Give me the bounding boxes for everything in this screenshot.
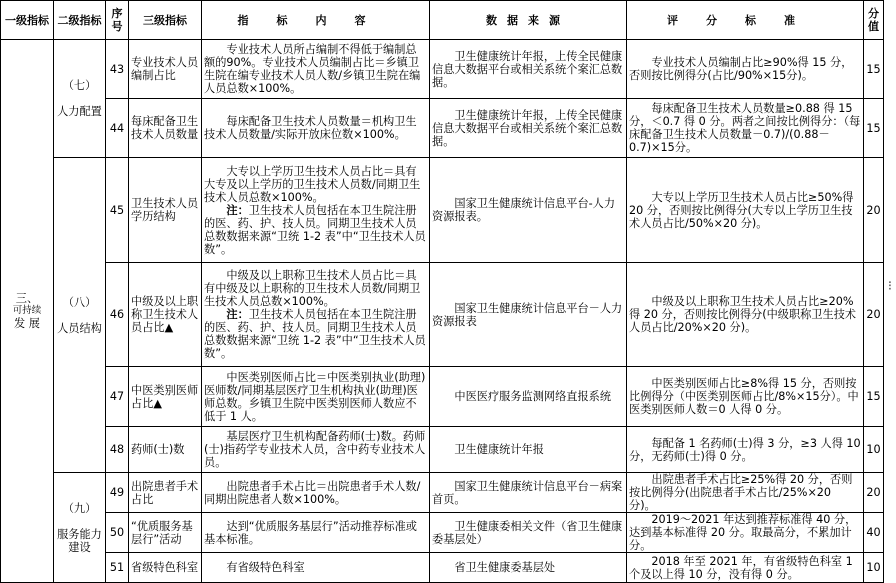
score-cell: 15 — [864, 99, 884, 158]
category2-cell — [54, 158, 106, 473]
content-text: 专业技术人员所占编制不得低于编制总额的90%。专业技术人员编制占比＝乡镇卫生院在编专业技术人员人数/乡镇卫生院在编人员总数×100%。 — [204, 43, 421, 95]
source-cell — [430, 263, 627, 367]
content-cell — [202, 367, 430, 427]
source-text: 卫生健康统计年报 — [454, 443, 544, 456]
standard-cell — [627, 99, 864, 158]
seq-cell: 46 — [106, 263, 129, 367]
source-text: 国家卫生健康统计信息平台-人力资源报表。 — [432, 197, 616, 223]
source-text: 国家卫生健康统计信息平台－人力资源报表 — [432, 301, 623, 328]
table-row — [1, 367, 884, 427]
category2-name: 服务能力建设 — [57, 527, 102, 554]
seq-cell: 50 — [106, 513, 129, 553]
content-text: 中级及以上职称卫生技术人员占比＝具有中级及以上职称的卫生技术人员数/同期卫生技术人员总数×100%。 — [204, 269, 421, 308]
standard-cell — [627, 263, 864, 367]
standard-text: 中医类别医师占比≥8%得 15 分，否则按比例得分（中医类别医师占比/8%×15分）。中医类别医师人数＝0 人得 0 分。 — [629, 377, 859, 416]
category2-name: 人力配置 — [57, 105, 102, 118]
source-text: 卫生健康统计年报，上传全民健康信息大数据平台或相关系统个案汇总数据。 — [432, 49, 623, 89]
table-row — [1, 40, 884, 99]
standard-cell — [627, 473, 864, 513]
content-cell — [202, 40, 430, 99]
content-text: 出院患者手术占比＝出院患者手术人数/同期出院患者人数×100%。 — [204, 479, 421, 506]
standard-text: 2018 年至 2021 年，有省级特色科室 1 个及以上得 10 分，没有得 0 分。 — [629, 554, 853, 581]
source-cell — [430, 367, 627, 427]
content-cell — [202, 513, 430, 553]
note-text: 卫生技术人员包括在本卫生院注册的医、药、护、技人员。同期卫生技术人员总数数据来源“卫统 1-2 表”中“卫生技术人员数”。 — [204, 308, 426, 360]
standard-text: 每床配备卫生技术人员数量≥0.88 得 15 分，＜0.7 得 0 分。两者之间按比例得分：（每床配备卫生技术人员数量－0.7)/(0.88－0.7)×15分。 — [629, 102, 861, 154]
category1-name2: 发 展 — [14, 317, 40, 330]
standard-text: 2019～2021 年达到推荐标准得 40 分，达到基本标准得 20 分。取最高分，不累加计分。 — [629, 513, 857, 552]
source-cell — [430, 473, 627, 513]
indicator-cell: 卫生技术人员学历结构 — [129, 158, 202, 263]
category2-cell — [54, 473, 106, 583]
standard-cell — [627, 553, 864, 583]
content-cell — [202, 553, 430, 583]
content-text: 每床配备卫生技术人员数量＝机构卫生技术人员数量/实际开放床位数×100%。 — [204, 115, 417, 141]
content-cell — [202, 427, 430, 473]
content-cell — [202, 99, 430, 158]
note-label: 注： — [226, 308, 249, 321]
standard-cell — [627, 513, 864, 553]
source-text: 国家卫生健康统计信息平台－病案首页。 — [432, 479, 623, 506]
table-row — [1, 553, 884, 583]
indicator-cell: 中医类别医师占比▲ — [129, 367, 202, 427]
category2-num: （七） — [62, 79, 97, 92]
header-source: 数据来源 — [430, 1, 627, 40]
standard-text: 专业技术人员编制占比≥90%得 15 分，否则按比例得分(占比/90%×15分)。 — [629, 56, 853, 82]
indicator-cell: 药师(士)数 — [129, 427, 202, 473]
source-cell — [430, 158, 627, 263]
header-row — [1, 1, 884, 40]
table-row — [1, 473, 884, 513]
content-cell — [202, 158, 430, 263]
header-seq: 序号 — [106, 1, 129, 40]
content-cell — [202, 473, 430, 513]
content-text: 达到“优质服务基层行”活动推荐标准或基本标准。 — [204, 519, 417, 546]
seq-cell: 43 — [106, 40, 129, 99]
category1-name: 三、 — [15, 292, 39, 305]
seq-cell: 51 — [106, 553, 129, 583]
source-cell — [430, 40, 627, 99]
seq-cell: 49 — [106, 473, 129, 513]
indicator-cell: 省级特色科室 — [129, 553, 202, 583]
note-label: 注： — [226, 203, 249, 217]
table-row — [1, 158, 884, 263]
seq-cell: 48 — [106, 427, 129, 473]
standard-text: 中级及以上职称卫生技术人员占比≥20%得 20 分，否则按比例得分(中级职称卫生技术人员占比/20%×20 分)。 — [629, 295, 857, 334]
indicator-cell: “优质服务基层行”活动 — [129, 513, 202, 553]
content-text: 有省级特色科室 — [226, 561, 305, 574]
category1-sub: 可持续 — [12, 305, 42, 316]
source-cell — [430, 513, 627, 553]
source-text: 中医医疗服务监测网络直报系统 — [454, 390, 612, 403]
standard-cell — [627, 427, 864, 473]
source-cell — [430, 99, 627, 158]
header-level3: 三级指标 — [129, 1, 202, 40]
indicator-cell: 中级及以上职称卫生技术人员占比▲ — [129, 263, 202, 367]
category2-num: （九） — [62, 501, 97, 515]
header-level1: 一级指标 — [1, 1, 54, 40]
source-cell — [430, 427, 627, 473]
header-standard: 评分标准 — [627, 1, 864, 40]
header-level2: 二级指标 — [54, 1, 106, 40]
standard-text: 大专以上学历卫生技术人员占比≥50%得 20 分，否则按比例得分(大专以上学历卫生技术人员占比/50%×20 分)。 — [629, 190, 854, 230]
content-text: 基层医疗卫生机构配备药师(士)数。药师(士)指药学专业技术人员，含中药专业技术人员。 — [204, 430, 426, 469]
table-row — [1, 427, 884, 473]
table-row — [1, 99, 884, 158]
score-cell: 15 — [864, 40, 884, 99]
content-text: 中医类别医师占比＝中医类别执业(助理)医师数/同期基层医疗卫生机构执业(助理)医师总数。乡镇卫生院中医类别医师人数应不低于 1 人。 — [204, 370, 426, 423]
source-cell — [430, 553, 627, 583]
header-score: 分值 — [864, 1, 884, 40]
category2-name: 人员结构 — [57, 321, 102, 335]
score-cell: 20 — [864, 263, 884, 367]
standard-text: 出院患者手术占比≥25%得 20 分，否则按比例得分(出院患者手术占比/25%×20 分)。 — [629, 473, 853, 512]
score-cell: 10 — [864, 427, 884, 473]
table-row — [1, 263, 884, 367]
indicator-cell: 专业技术人员编制占比 — [129, 40, 202, 99]
score-cell: 40 — [864, 513, 884, 553]
drag-handle-icon[interactable]: ⁝ — [887, 279, 893, 294]
header-content: 指标内容 — [202, 1, 430, 40]
table-row — [1, 513, 884, 553]
score-cell: 20 — [864, 158, 884, 263]
standard-cell — [627, 158, 864, 263]
category2-cell — [54, 40, 106, 158]
content-text: 大专以上学历卫生技术人员占比＝具有大专及以上学历的卫生技术人员数/同期卫生技术人员总数×100%。 — [204, 164, 421, 204]
seq-cell: 44 — [106, 99, 129, 158]
standard-cell — [627, 367, 864, 427]
seq-cell: 47 — [106, 367, 129, 427]
content-cell — [202, 263, 430, 367]
category1-cell — [1, 40, 54, 583]
score-cell: 20 — [864, 473, 884, 513]
indicator-cell: 每床配备卫生技术人员数量 — [129, 99, 202, 158]
standard-text: 每配备 1 名药师(士)得 3 分，≥3 人得 10 分，无药师(士)得 0 分。 — [629, 436, 861, 463]
score-cell: 10 — [864, 553, 884, 583]
score-cell: 15 — [864, 367, 884, 427]
standard-cell — [627, 40, 864, 99]
source-text: 卫生健康委相关文件（省卫生健康委基层处） — [432, 519, 623, 546]
note-text: 卫生技术人员包括在本卫生院注册的医、药、护、技人员。同期卫生技术人员总数数据来源“卫统 1-2 表”中“卫生技术人员数”。 — [204, 203, 426, 256]
category2-num: （八） — [62, 295, 97, 309]
seq-cell: 45 — [106, 158, 129, 263]
indicator-cell: 出院患者手术占比 — [129, 473, 202, 513]
source-text: 卫生健康统计年报，上传全民健康信息大数据平台或相关系统个案汇总数据。 — [432, 108, 623, 148]
source-text: 省卫生健康委基层处 — [454, 561, 556, 574]
